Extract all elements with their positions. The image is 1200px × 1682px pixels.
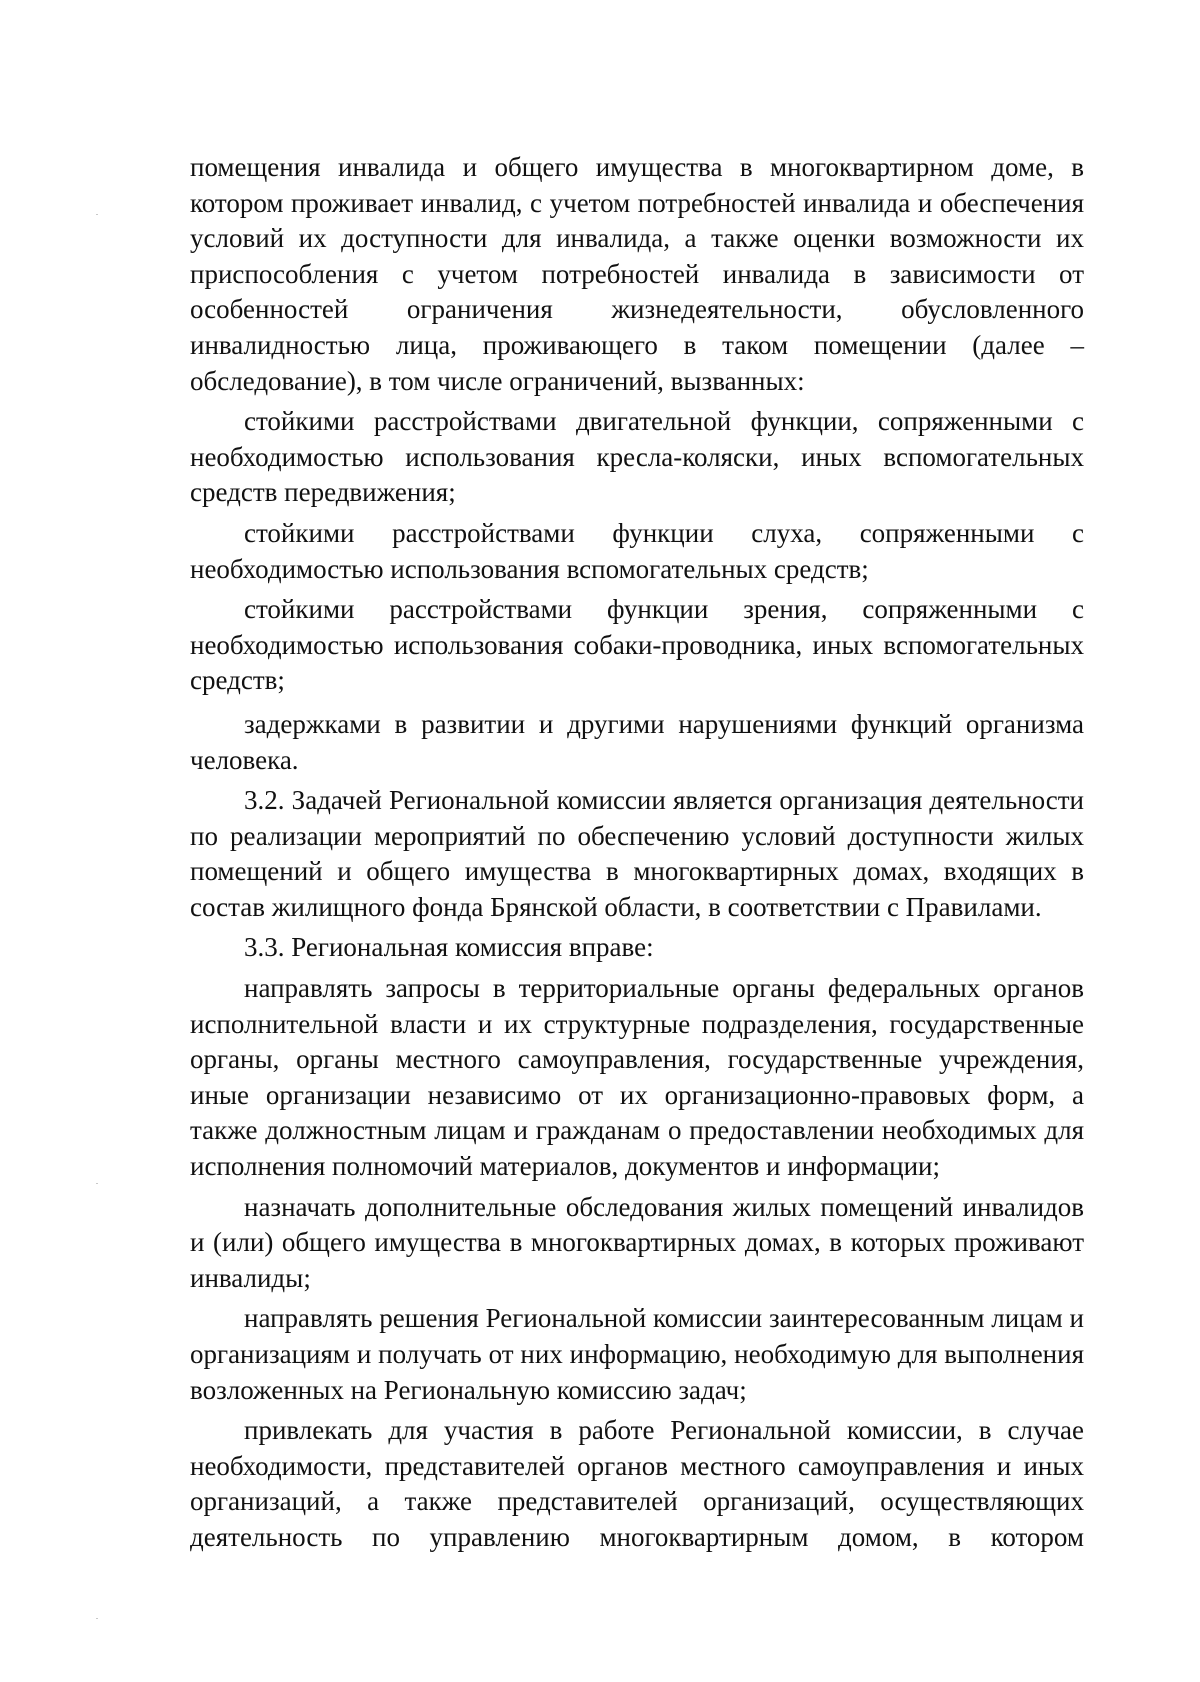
paragraph-send-requests: направлять запросы в территориальные органы федеральных органов исполнительной власти и их структурные подразделения, государственные органы, органы местного самоуправления, государственные учреждения, иные организации независимо от их организационно-правовых форм, а также должностным лицам и гражданам о предоставлении необходимых для исполнения полномочий материалов, документов и информации; xyxy=(190,973,1084,1182)
document-body xyxy=(190,150,1084,1556)
scan-speck xyxy=(96,1618,98,1619)
paragraph-motor-function: стойкими расстройствами двигательной функции, сопряженными с необходимостью использования кресла-коляски, иных вспомогательных средств передвижения; xyxy=(190,406,1084,508)
paragraph-additional-inspections: назначать дополнительные обследования жилых помещений инвалидов и (или) общего имущества в многоквартирных домах, в которых проживают инвалиды; xyxy=(190,1191,1084,1293)
paragraph-section-3-3: 3.3. Региональная комиссия вправе: xyxy=(244,932,654,963)
paragraph-intro: помещения инвалида и общего имущества в многоквартирном доме, в котором проживает инвалид, с учетом потребностей инвалида и обеспечения условий их доступности для инвалида, а также оценки возможности их приспособления с учетом потребностей инвалида в зависимости от особенностей ограничения жизнедеятельности, обусловленного инвалидностью лица, проживающего в таком помещении (далее – обследование), в том числе ограничений, вызванных: xyxy=(190,152,1084,396)
scan-speck xyxy=(96,214,98,215)
paragraph-vision-function: стойкими расстройствами функции зрения, сопряженными с необходимостью использования собаки-проводника, иных вспомогательных средств; xyxy=(190,594,1084,696)
paragraph-send-decisions: направлять решения Региональной комиссии заинтересованным лицам и организациям и получать от них информацию, необходимую для выполнения возложенных на Региональную комиссию задач; xyxy=(190,1303,1084,1405)
paragraph-involve-representatives: привлекать для участия в работе Региональной комиссии, в случае необходимости, представителей органов местного самоуправления и иных организаций, а также представителей организаций, осуществляющих деятельность по управлению многоквартирным домом, в котором xyxy=(190,1415,1084,1552)
paragraph-section-3-2: 3.2. Задачей Региональной комиссии является организация деятельности по реализации мероприятий по обеспечению условий доступности жилых помещений и общего имущества в многоквартирных домах, входящих в состав жилищного фонда Брянской области, в соответствии с Правилами. xyxy=(190,785,1084,922)
paragraph-development-delays: задержками в развитии и другими нарушениями функций организма человека. xyxy=(190,708,1084,775)
scan-speck xyxy=(96,1183,98,1184)
paragraph-hearing-function: стойкими расстройствами функции слуха, сопряженными с необходимостью использования вспомогательных средств; xyxy=(190,517,1084,584)
